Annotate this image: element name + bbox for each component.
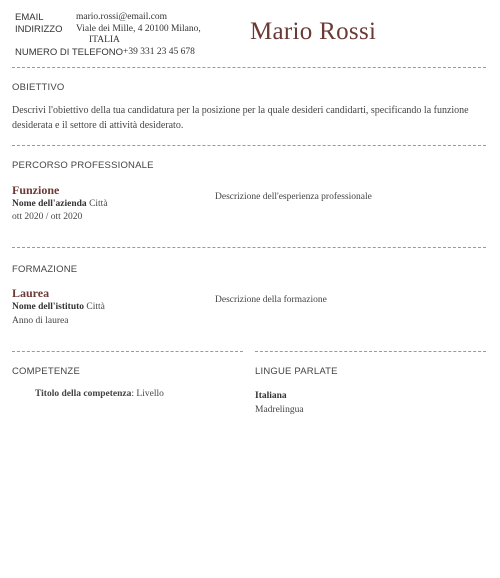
phone-value[interactable]: +39 331 23 45 678 <box>123 47 195 57</box>
objective-title: OBIETTIVO <box>12 82 65 93</box>
education-year: Anno di laurea <box>12 316 69 326</box>
education-title: FORMAZIONE <box>12 264 78 275</box>
divider <box>12 145 486 146</box>
divider-left <box>12 351 243 352</box>
experience-role: Funzione <box>12 183 60 197</box>
address-line2: ITALIA <box>89 35 120 45</box>
experience-city: Città <box>89 199 108 209</box>
skill-title: Titolo della competenza <box>35 389 132 399</box>
candidate-name: Mario Rossi <box>250 18 377 45</box>
education-degree: Laurea <box>12 286 50 300</box>
divider <box>12 247 486 248</box>
experience-company: Nome dell'azienda <box>12 199 87 209</box>
education-institute-line <box>12 302 105 312</box>
education-description: Descrizione della formazione <box>215 295 327 305</box>
objective-text: Descrivi l'obiettivo della tua candidatura per la posizione per la quale desideri candidarti, specificando la funzione desiderata e il settore di attività desiderato. <box>12 105 469 131</box>
experience-title: PERCORSO PROFESSIONALE <box>12 160 154 171</box>
education-institute: Nome dell'istituto <box>12 302 85 312</box>
skill-item <box>35 389 164 399</box>
email-label: EMAIL <box>15 12 44 23</box>
divider-right <box>255 351 486 352</box>
address-label: INDIRIZZO <box>15 24 63 35</box>
address-line1: Viale dei Mille, 4 20100 Milano, <box>76 24 201 34</box>
experience-description: Descrizione dell'esperienza professionale <box>215 192 372 202</box>
language-level: Madrelingua <box>255 405 304 415</box>
experience-dates: ott 2020 / ott 2020 <box>12 212 83 222</box>
divider <box>12 67 486 68</box>
email-value[interactable]: mario.rossi@email.com <box>76 12 168 22</box>
skills-title: COMPETENZE <box>12 366 80 377</box>
education-city: Città <box>86 302 105 312</box>
phone-label: NUMERO DI TELEFONO <box>15 47 124 58</box>
languages-title: LINGUE PARLATE <box>255 366 338 377</box>
language-name: Italiana <box>255 391 287 401</box>
skill-level: : Livello <box>131 389 164 399</box>
experience-company-line <box>12 199 108 209</box>
